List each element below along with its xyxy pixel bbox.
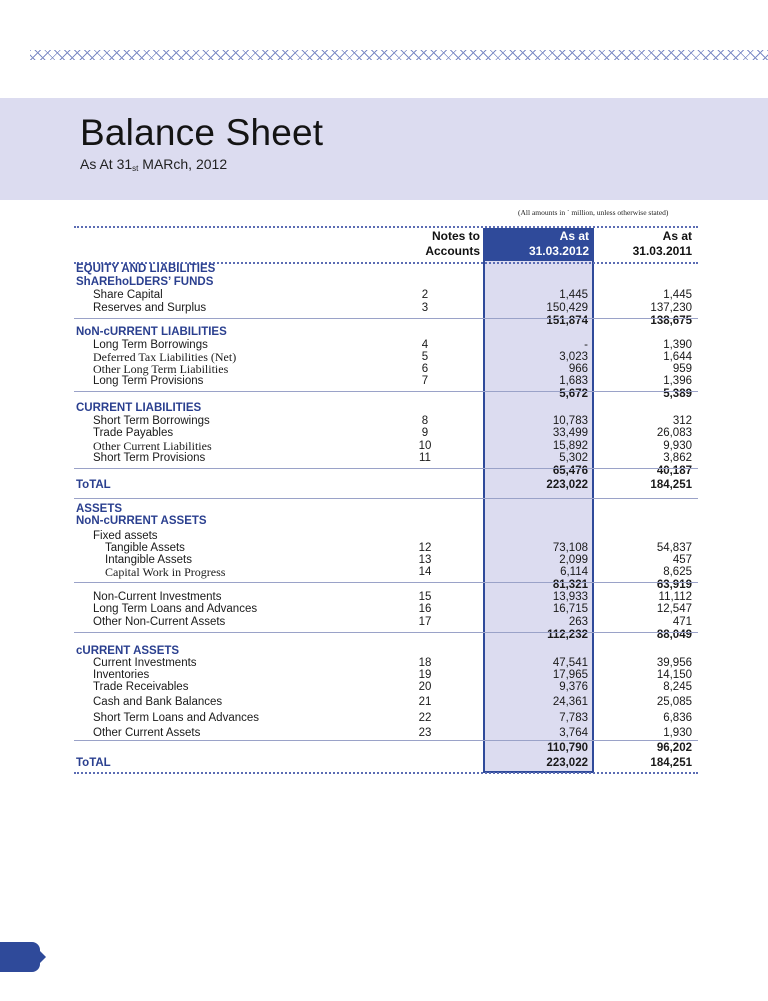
row-note: 11 bbox=[419, 452, 431, 464]
row-note: 21 bbox=[418, 696, 432, 708]
row-note: 19 bbox=[418, 669, 432, 681]
row-note: 3 bbox=[421, 302, 429, 314]
row-previous-value: 40,187 bbox=[656, 465, 692, 477]
table-row bbox=[0, 566, 768, 579]
table-row bbox=[0, 681, 768, 694]
page-tab-arrow-icon bbox=[40, 951, 46, 963]
row-previous-value: 96,202 bbox=[656, 742, 692, 754]
row-previous-value: 39,956 bbox=[656, 657, 692, 669]
row-note: 17 bbox=[418, 616, 432, 628]
row-label: Non-Current Investments bbox=[93, 591, 222, 603]
row-label: Share Capital bbox=[93, 289, 163, 301]
row-previous-value: 1,644 bbox=[663, 351, 692, 363]
table-row bbox=[0, 515, 768, 528]
row-previous-value: 959 bbox=[672, 363, 692, 375]
current-header-line2: 31.03.2012 bbox=[528, 244, 589, 258]
table-row bbox=[0, 479, 768, 492]
table-row bbox=[0, 696, 768, 709]
row-label: Trade Receivables bbox=[93, 681, 189, 693]
row-note: 6 bbox=[421, 363, 429, 375]
row-current-value: 110,790 bbox=[547, 742, 588, 754]
row-note: 9 bbox=[421, 427, 429, 439]
row-label: ToTAL bbox=[76, 479, 111, 491]
row-previous-value: 8,245 bbox=[663, 681, 692, 693]
row-note: 2 bbox=[421, 289, 429, 301]
row-note: 14 bbox=[418, 566, 432, 578]
row-previous-value: 9,930 bbox=[663, 440, 692, 452]
table-row bbox=[0, 712, 768, 725]
subtitle-superscript: st bbox=[132, 164, 139, 173]
row-previous-value: 5,389 bbox=[663, 388, 692, 400]
table-row bbox=[0, 263, 768, 276]
row-previous-value: 1,930 bbox=[663, 727, 692, 739]
row-current-value: 6,114 bbox=[560, 566, 588, 578]
row-label: NoN-cURRENT LIABILITIES bbox=[76, 326, 227, 338]
row-previous-value: 6,836 bbox=[663, 712, 692, 724]
row-previous-value: 54,837 bbox=[656, 542, 692, 554]
table-row bbox=[0, 452, 768, 465]
row-current-value: 151,874 bbox=[546, 315, 588, 327]
row-current-value: 1,445 bbox=[559, 289, 588, 301]
row-note: 23 bbox=[418, 727, 432, 739]
row-label: Tangible Assets bbox=[105, 542, 185, 554]
row-current-value: 112,232 bbox=[547, 629, 588, 641]
row-previous-value: 14,150 bbox=[656, 669, 692, 681]
table-row bbox=[0, 302, 768, 315]
row-label: Other Non-Current Assets bbox=[93, 616, 226, 628]
row-current-value: 1,683 bbox=[559, 375, 588, 387]
row-separator bbox=[74, 468, 698, 469]
row-current-value: 3,023 bbox=[559, 351, 588, 363]
row-label: ToTAL bbox=[76, 757, 111, 769]
row-note: 18 bbox=[418, 657, 432, 669]
row-previous-value: 137,230 bbox=[650, 302, 692, 314]
row-current-value: 263 bbox=[568, 616, 588, 628]
row-current-value: 73,108 bbox=[552, 542, 588, 554]
row-label: NoN-cURRENT ASSETS bbox=[76, 515, 207, 527]
previous-header-line2: 31.03.2011 bbox=[632, 244, 692, 258]
row-note: 16 bbox=[418, 603, 432, 615]
row-separator bbox=[74, 632, 698, 633]
table-row bbox=[0, 603, 768, 616]
row-note: 10 bbox=[418, 440, 432, 452]
table-row bbox=[0, 375, 768, 388]
amount-units-note: (All amounts in ` million, unless otherwise stated) bbox=[518, 208, 669, 217]
row-separator bbox=[74, 582, 698, 583]
row-note: 4 bbox=[421, 339, 429, 351]
row-label: cURRENT ASSETS bbox=[76, 645, 180, 657]
table-row bbox=[0, 727, 768, 740]
row-previous-value: 63,919 bbox=[656, 579, 692, 591]
row-current-value: 81,321 bbox=[552, 579, 588, 591]
row-separator bbox=[74, 391, 698, 392]
row-current-value: 65,476 bbox=[552, 465, 588, 477]
row-previous-value: 457 bbox=[672, 554, 692, 566]
row-label: Trade Payables bbox=[93, 427, 174, 439]
notes-header-line1: Notes to bbox=[432, 229, 480, 243]
row-current-value: 5,672 bbox=[559, 388, 588, 400]
previous-header-line1: As at bbox=[662, 229, 692, 243]
row-current-value: 223,022 bbox=[546, 479, 588, 491]
row-previous-value: 26,083 bbox=[656, 427, 692, 439]
table-row bbox=[0, 757, 768, 770]
row-current-value: 3,764 bbox=[559, 727, 588, 739]
row-note: 13 bbox=[418, 554, 432, 566]
row-label: Current Investments bbox=[93, 657, 197, 669]
row-previous-value: 8,625 bbox=[663, 566, 692, 578]
table-row bbox=[0, 402, 768, 415]
row-note: 20 bbox=[418, 681, 432, 693]
table-row bbox=[0, 326, 768, 339]
row-label: Other Long Term Liabilities bbox=[93, 362, 229, 376]
row-current-value: 16,715 bbox=[552, 603, 588, 615]
row-separator bbox=[74, 498, 698, 499]
row-current-value: - bbox=[584, 339, 588, 351]
row-label: Capital Work in Progress bbox=[105, 565, 226, 579]
row-current-value: 223,022 bbox=[546, 757, 588, 769]
row-previous-value: 11,112 bbox=[658, 591, 692, 603]
row-previous-value: 1,396 bbox=[663, 375, 692, 387]
row-note: 7 bbox=[421, 375, 429, 387]
row-current-value: 9,376 bbox=[559, 681, 588, 693]
row-current-value: 33,499 bbox=[552, 427, 588, 439]
row-previous-value: 12,547 bbox=[656, 603, 692, 615]
row-label: Long Term Loans and Advances bbox=[93, 603, 258, 615]
row-separator bbox=[74, 740, 698, 741]
row-label: Cash and Bank Balances bbox=[93, 696, 223, 708]
subtitle-suffix: MARch, 2012 bbox=[138, 156, 228, 172]
row-note: 22 bbox=[418, 712, 432, 724]
row-current-value: 5,302 bbox=[559, 452, 588, 464]
row-note: 5 bbox=[421, 351, 429, 363]
row-previous-value: 1,390 bbox=[663, 339, 692, 351]
subtitle-prefix: As At 31 bbox=[80, 156, 133, 172]
current-header-line1: As at bbox=[559, 229, 589, 243]
row-note: 15 bbox=[418, 591, 432, 603]
table-row bbox=[0, 465, 768, 478]
row-previous-value: 25,085 bbox=[656, 696, 692, 708]
table-row bbox=[0, 742, 768, 755]
row-current-value: 966 bbox=[568, 363, 588, 375]
page-title: Balance Sheet bbox=[80, 112, 324, 153]
row-previous-value: 312 bbox=[672, 415, 692, 427]
row-label: Deferred Tax Liabilities (Net) bbox=[93, 350, 237, 364]
row-current-value: 2,099 bbox=[559, 554, 588, 566]
row-current-value: 24,361 bbox=[552, 696, 588, 708]
row-note: 12 bbox=[418, 542, 432, 554]
row-separator bbox=[74, 318, 698, 319]
row-previous-value: 471 bbox=[672, 616, 692, 628]
row-previous-value: 1,445 bbox=[663, 289, 692, 301]
row-current-value: 7,783 bbox=[559, 712, 588, 724]
row-label: ShAREhoLDERS’ FUNDS bbox=[76, 276, 214, 288]
row-label: Long Term Provisions bbox=[93, 375, 204, 387]
row-label: Fixed assets bbox=[93, 530, 158, 542]
row-current-value: 47,541 bbox=[552, 657, 588, 669]
notes-header-line2: Accounts bbox=[425, 244, 480, 258]
row-label: ASSETS bbox=[76, 503, 123, 515]
row-note: 8 bbox=[421, 415, 429, 427]
row-label: Other Current Liabilities bbox=[93, 439, 212, 453]
table-row bbox=[0, 276, 768, 289]
table-row bbox=[0, 616, 768, 629]
table-row bbox=[0, 388, 768, 401]
row-label: Intangible Assets bbox=[105, 554, 192, 566]
row-previous-value: 184,251 bbox=[650, 757, 692, 769]
row-previous-value: 88,049 bbox=[656, 629, 692, 641]
page-tab-marker bbox=[0, 942, 40, 972]
row-current-value: 10,783 bbox=[552, 415, 588, 427]
row-previous-value: 138,675 bbox=[650, 315, 692, 327]
row-current-value: 150,429 bbox=[546, 302, 588, 314]
row-label: CURRENT LIABILITIES bbox=[76, 402, 202, 414]
row-current-value: 13,933 bbox=[552, 591, 588, 603]
row-label: Short Term Provisions bbox=[93, 452, 206, 464]
row-label: Long Term Borrowings bbox=[93, 339, 208, 351]
row-label: Inventories bbox=[93, 669, 150, 681]
row-previous-value: 184,251 bbox=[650, 479, 692, 491]
row-current-value: 15,892 bbox=[552, 440, 588, 452]
row-label: Short Term Borrowings bbox=[93, 415, 210, 427]
row-label: Short Term Loans and Advances bbox=[93, 712, 260, 724]
row-label: EQUITY AND LIABILITIES bbox=[76, 263, 216, 275]
row-current-value: 17,965 bbox=[552, 669, 588, 681]
table-row bbox=[0, 629, 768, 642]
table-row bbox=[0, 289, 768, 302]
row-label: Other Current Assets bbox=[93, 727, 201, 739]
row-previous-value: 3,862 bbox=[663, 452, 692, 464]
row-label: Reserves and Surplus bbox=[93, 302, 207, 314]
